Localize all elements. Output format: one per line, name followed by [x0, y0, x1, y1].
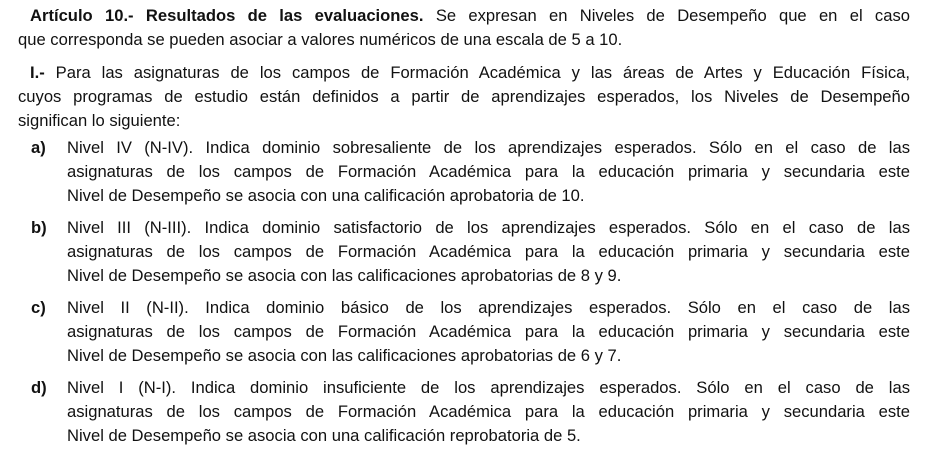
list-item-b — [18, 216, 910, 288]
list-item-line-3: Nivel de Desempeño se asocia con las calificaciones aprobatorias de 8 y 9. — [67, 266, 622, 285]
list-item-line-2: asignaturas de los campos de Formación Académica para la educación primaria y secundaria este — [67, 162, 910, 181]
section-i-marker: I.- — [30, 63, 45, 82]
article-10-intro-line-1: Se expresan en Niveles de Desempeño que en el caso — [435, 6, 910, 25]
list-marker: a) — [31, 138, 46, 157]
article-10-line-1 — [18, 4, 910, 28]
list-item-line-3: Nivel de Desempeño se asocia con una calificación reprobatoria de 5. — [67, 426, 581, 445]
list-item-line-3: Nivel de Desempeño se asocia con una calificación aprobatoria de 10. — [67, 186, 585, 205]
list-item-text — [67, 296, 910, 368]
list-marker: c) — [31, 298, 46, 317]
document-body — [18, 4, 910, 456]
list-item-d — [18, 376, 910, 448]
list-item-text — [67, 136, 910, 208]
list-item-line-2: asignaturas de los campos de Formación Académica para la educación primaria y secundaria este — [67, 242, 910, 261]
article-10-paragraph — [18, 4, 910, 52]
list-marker: d) — [31, 378, 47, 397]
article-10-heading: Artículo 10.- Resultados de las evaluaciones. — [30, 6, 424, 25]
list-marker: b) — [31, 218, 47, 237]
section-i-text-line-2: cuyos programas de estudio están definidos a partir de aprendizajes esperados, los Niveles de Desempeño — [18, 87, 910, 106]
section-i-text-line-3: significan lo siguiente: — [18, 111, 181, 130]
list-item-line-1: Nivel II (N-II). Indica dominio básico de los aprendizajes esperados. Sólo en el caso de las — [67, 298, 910, 317]
article-10-intro-line-2: que corresponda se pueden asociar a valores numéricos de una escala de 5 a 10. — [18, 30, 623, 49]
list-item-c — [18, 296, 910, 368]
list-item-line-2: asignaturas de los campos de Formación Académica para la educación primaria y secundaria este — [67, 322, 910, 341]
list-item-text — [67, 376, 910, 448]
section-i-line-1 — [18, 61, 910, 85]
list-item-text — [67, 216, 910, 288]
list-item-line-2: asignaturas de los campos de Formación Académica para la educación primaria y secundaria este — [67, 402, 910, 421]
section-i-paragraph — [18, 61, 910, 133]
section-i-text-line-1: Para las asignaturas de los campos de Formación Académica y las áreas de Artes y Educación Física, — [55, 63, 910, 82]
list-item-a — [18, 136, 910, 208]
list-item-line-3: Nivel de Desempeño se asocia con las calificaciones aprobatorias de 6 y 7. — [67, 346, 622, 365]
list-item-line-1: Nivel III (N-III). Indica dominio satisfactorio de los aprendizajes esperados. Sólo en el caso de las — [67, 218, 910, 237]
list-item-line-1: Nivel I (N-I). Indica dominio insuficiente de los aprendizajes esperados. Sólo en el caso de las — [67, 378, 910, 397]
list-item-line-1: Nivel IV (N-IV). Indica dominio sobresaliente de los aprendizajes esperados. Sólo en el caso de las — [67, 138, 910, 157]
